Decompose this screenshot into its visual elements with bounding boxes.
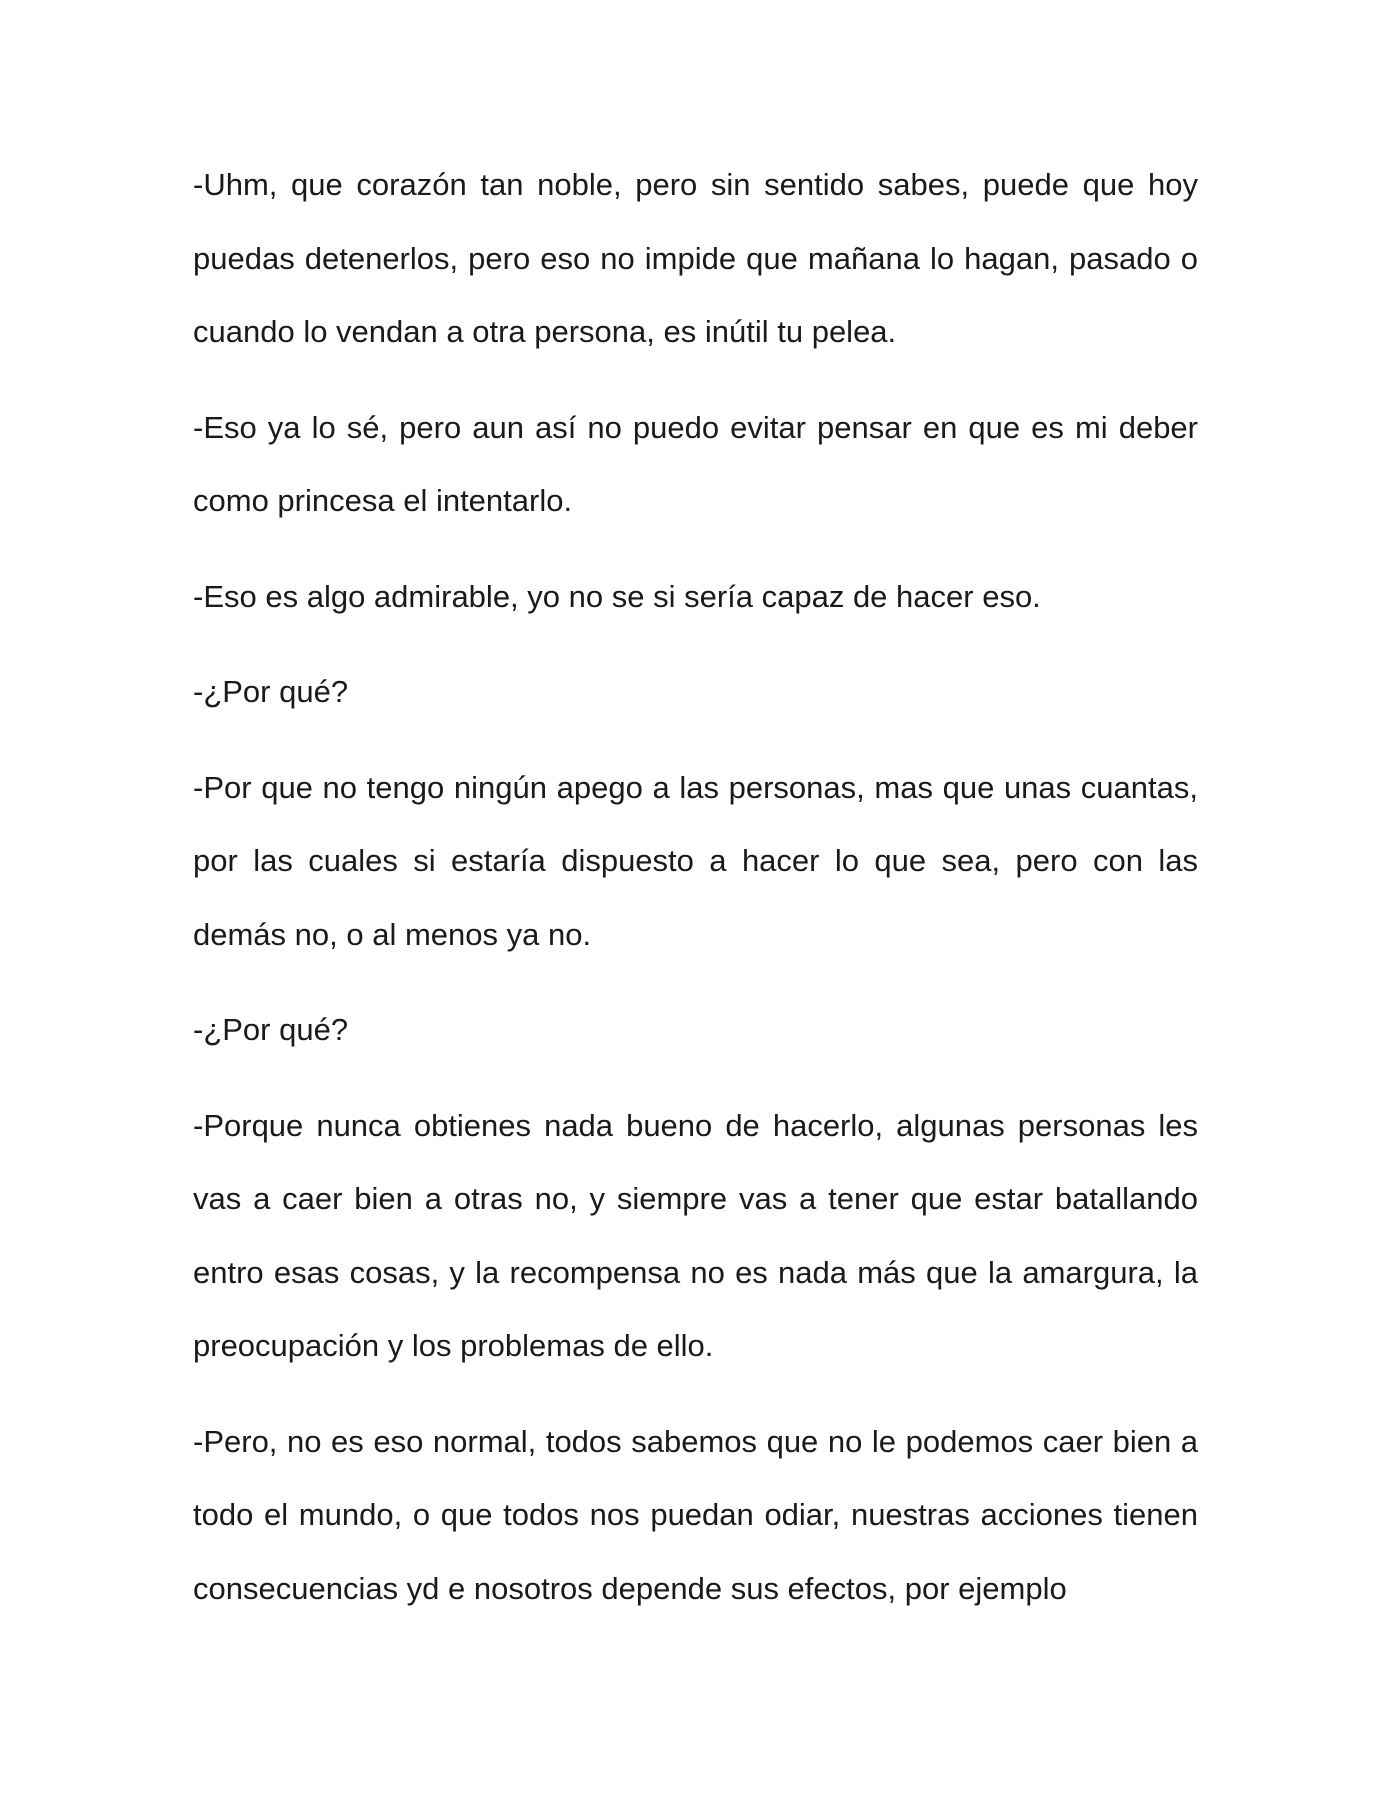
paragraph-7: -Porque nunca obtienes nada bueno de hacerlo, algunas personas les vas a caer bien a otras no, y siempre vas a tener que estar batallando entro esas cosas, y la recompensa no es nada más que la amargura, la preocupación y los problemas de ello. (193, 1107, 1198, 1363)
paragraph-3: -Eso es algo admirable, yo no se si sería capaz de hacer eso. (193, 578, 1041, 614)
paragraph-5: -Por que no tengo ningún apego a las personas, mas que unas cuantas, por las cuales si estaría dispuesto a hacer lo que sea, pero con las demás no, o al menos ya no. (193, 769, 1198, 952)
paragraph-1: -Uhm, que corazón tan noble, pero sin sentido sabes, puede que hoy puedas detenerlos, pero eso no impide que mañana lo hagan, pasado o cuando lo vendan a otra persona, es inútil tu pelea. (193, 167, 1198, 349)
paragraph-8: -Pero, no es eso normal, todos sabemos que no le podemos caer bien a todo el mundo, o que todos nos puedan odiar, nuestras acciones tienen consecuencias yd e nosotros depende sus efectos, por ejemplo (193, 1423, 1198, 1606)
paragraph-6: -¿Por qué? (193, 1012, 349, 1047)
paragraph-2: -Eso ya lo sé, pero aun así no puedo evitar pensar en que es mi deber como princesa el intentarlo. (193, 409, 1198, 518)
paragraph-4: -¿Por qué? (193, 674, 349, 709)
document-body (193, 148, 1198, 1647)
